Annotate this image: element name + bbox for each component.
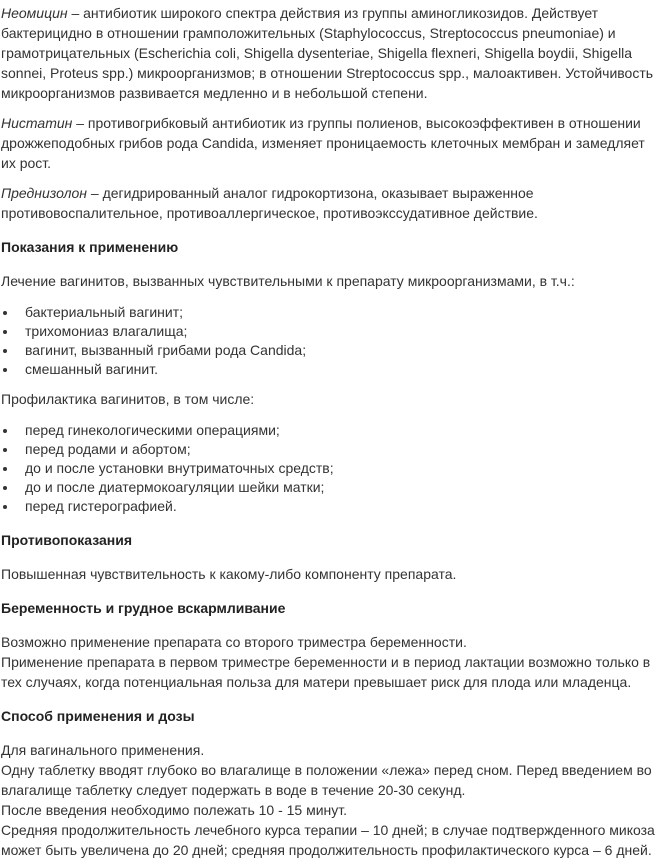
prophylaxis-intro: Профилактика вагинитов, в том числе: xyxy=(1,391,255,407)
list-item: смешанный вагинит. xyxy=(1,360,656,379)
pregnancy-line: Применение препарата в первом триместре беременности и в период лактации возможно только в тех случаях, когда потенциальная польза для матери превышает риск для плода или младенца. xyxy=(1,654,651,690)
component-neomycin xyxy=(1,3,656,103)
dosage-heading: Способ применения и дозы xyxy=(1,708,195,724)
component-description: – противогрибковый антибиотик из группы полиенов, высокоэффективен в отношении дрожжеподобных грибов рода Candida, изменяет проницаемость клеточных мембран и замедляет их рост. xyxy=(1,115,645,171)
list-item: перед родами и абортом; xyxy=(1,440,656,459)
list-item: вагинит, вызванный грибами рода Candida; xyxy=(1,341,656,360)
list-item: бактериальный вагинит; xyxy=(1,303,656,322)
pregnancy-heading: Беременность и грудное вскармливание xyxy=(1,600,286,616)
prophylaxis-list xyxy=(1,421,656,516)
list-item: перед гистерографией. xyxy=(1,497,656,516)
dosage-line: Одну таблетку вводят глубоко во влагалище в положении «лежа» перед сном. Перед введением во влагалище таблетку следует подержать в воде в течение 20-30 секунд. xyxy=(1,762,652,798)
indications-list xyxy=(1,303,656,379)
contraindications-text: Повышенная чувствительность к какому-либо компоненту препарата. xyxy=(1,566,457,582)
pregnancy-line: Возможно применение препарата со второго триместра беременности. xyxy=(1,634,467,650)
dosage-line: Для вагинального применения. xyxy=(1,742,205,758)
component-nystatin xyxy=(1,113,656,173)
list-item: перед гинекологическими операциями; xyxy=(1,421,656,440)
component-name: Нистатин xyxy=(1,115,73,131)
list-item: до и после установки внутриматочных средств; xyxy=(1,459,656,478)
component-name: Преднизолон xyxy=(1,185,88,201)
component-description: – антибиотик широкого спектра действия из группы аминогликозидов. Действует бактерицидно в отношении грамположительных (Staphylococcus, Streptococcus pneumoniae) и грамотрицательных (Escherichia coli, Shigella dysenteriae, Shigella flexneri, Shigella boydii, Shigella sonnei, Proteus spp.) микроорганизмов; в отношении Streptococcus spp., малоактивен. Устойчивость микроорганизмов развивается медленно и в небольшой степени. xyxy=(1,5,654,101)
indications-heading: Показания к применению xyxy=(1,239,179,255)
contraindications-heading: Противопоказания xyxy=(1,532,133,548)
drug-leaflet xyxy=(0,3,660,860)
component-prednisolone xyxy=(1,183,656,223)
component-name: Неомицин xyxy=(1,5,68,21)
indications-intro: Лечение вагинитов, вызванных чувствительными к препарату микроорганизмами, в т.ч.: xyxy=(1,273,575,289)
component-description: – дегидрированный аналог гидрокортизона, оказывает выраженное противовоспалительное, противоаллергическое, противоэкссудативное действие. xyxy=(1,185,538,221)
dosage-line: Средняя продолжительность лечебного курса терапии – 10 дней; в случае подтвержденного микоза может быть увеличена до 20 дней; средняя продолжительность профилактического курса – 6 дней. xyxy=(1,822,655,858)
dosage-line: После введения необходимо полежать 10 - 15 минут. xyxy=(1,802,348,818)
list-item: до и после диатермокоагуляции шейки матки; xyxy=(1,478,656,497)
list-item: трихомониаз влагалища; xyxy=(1,322,656,341)
